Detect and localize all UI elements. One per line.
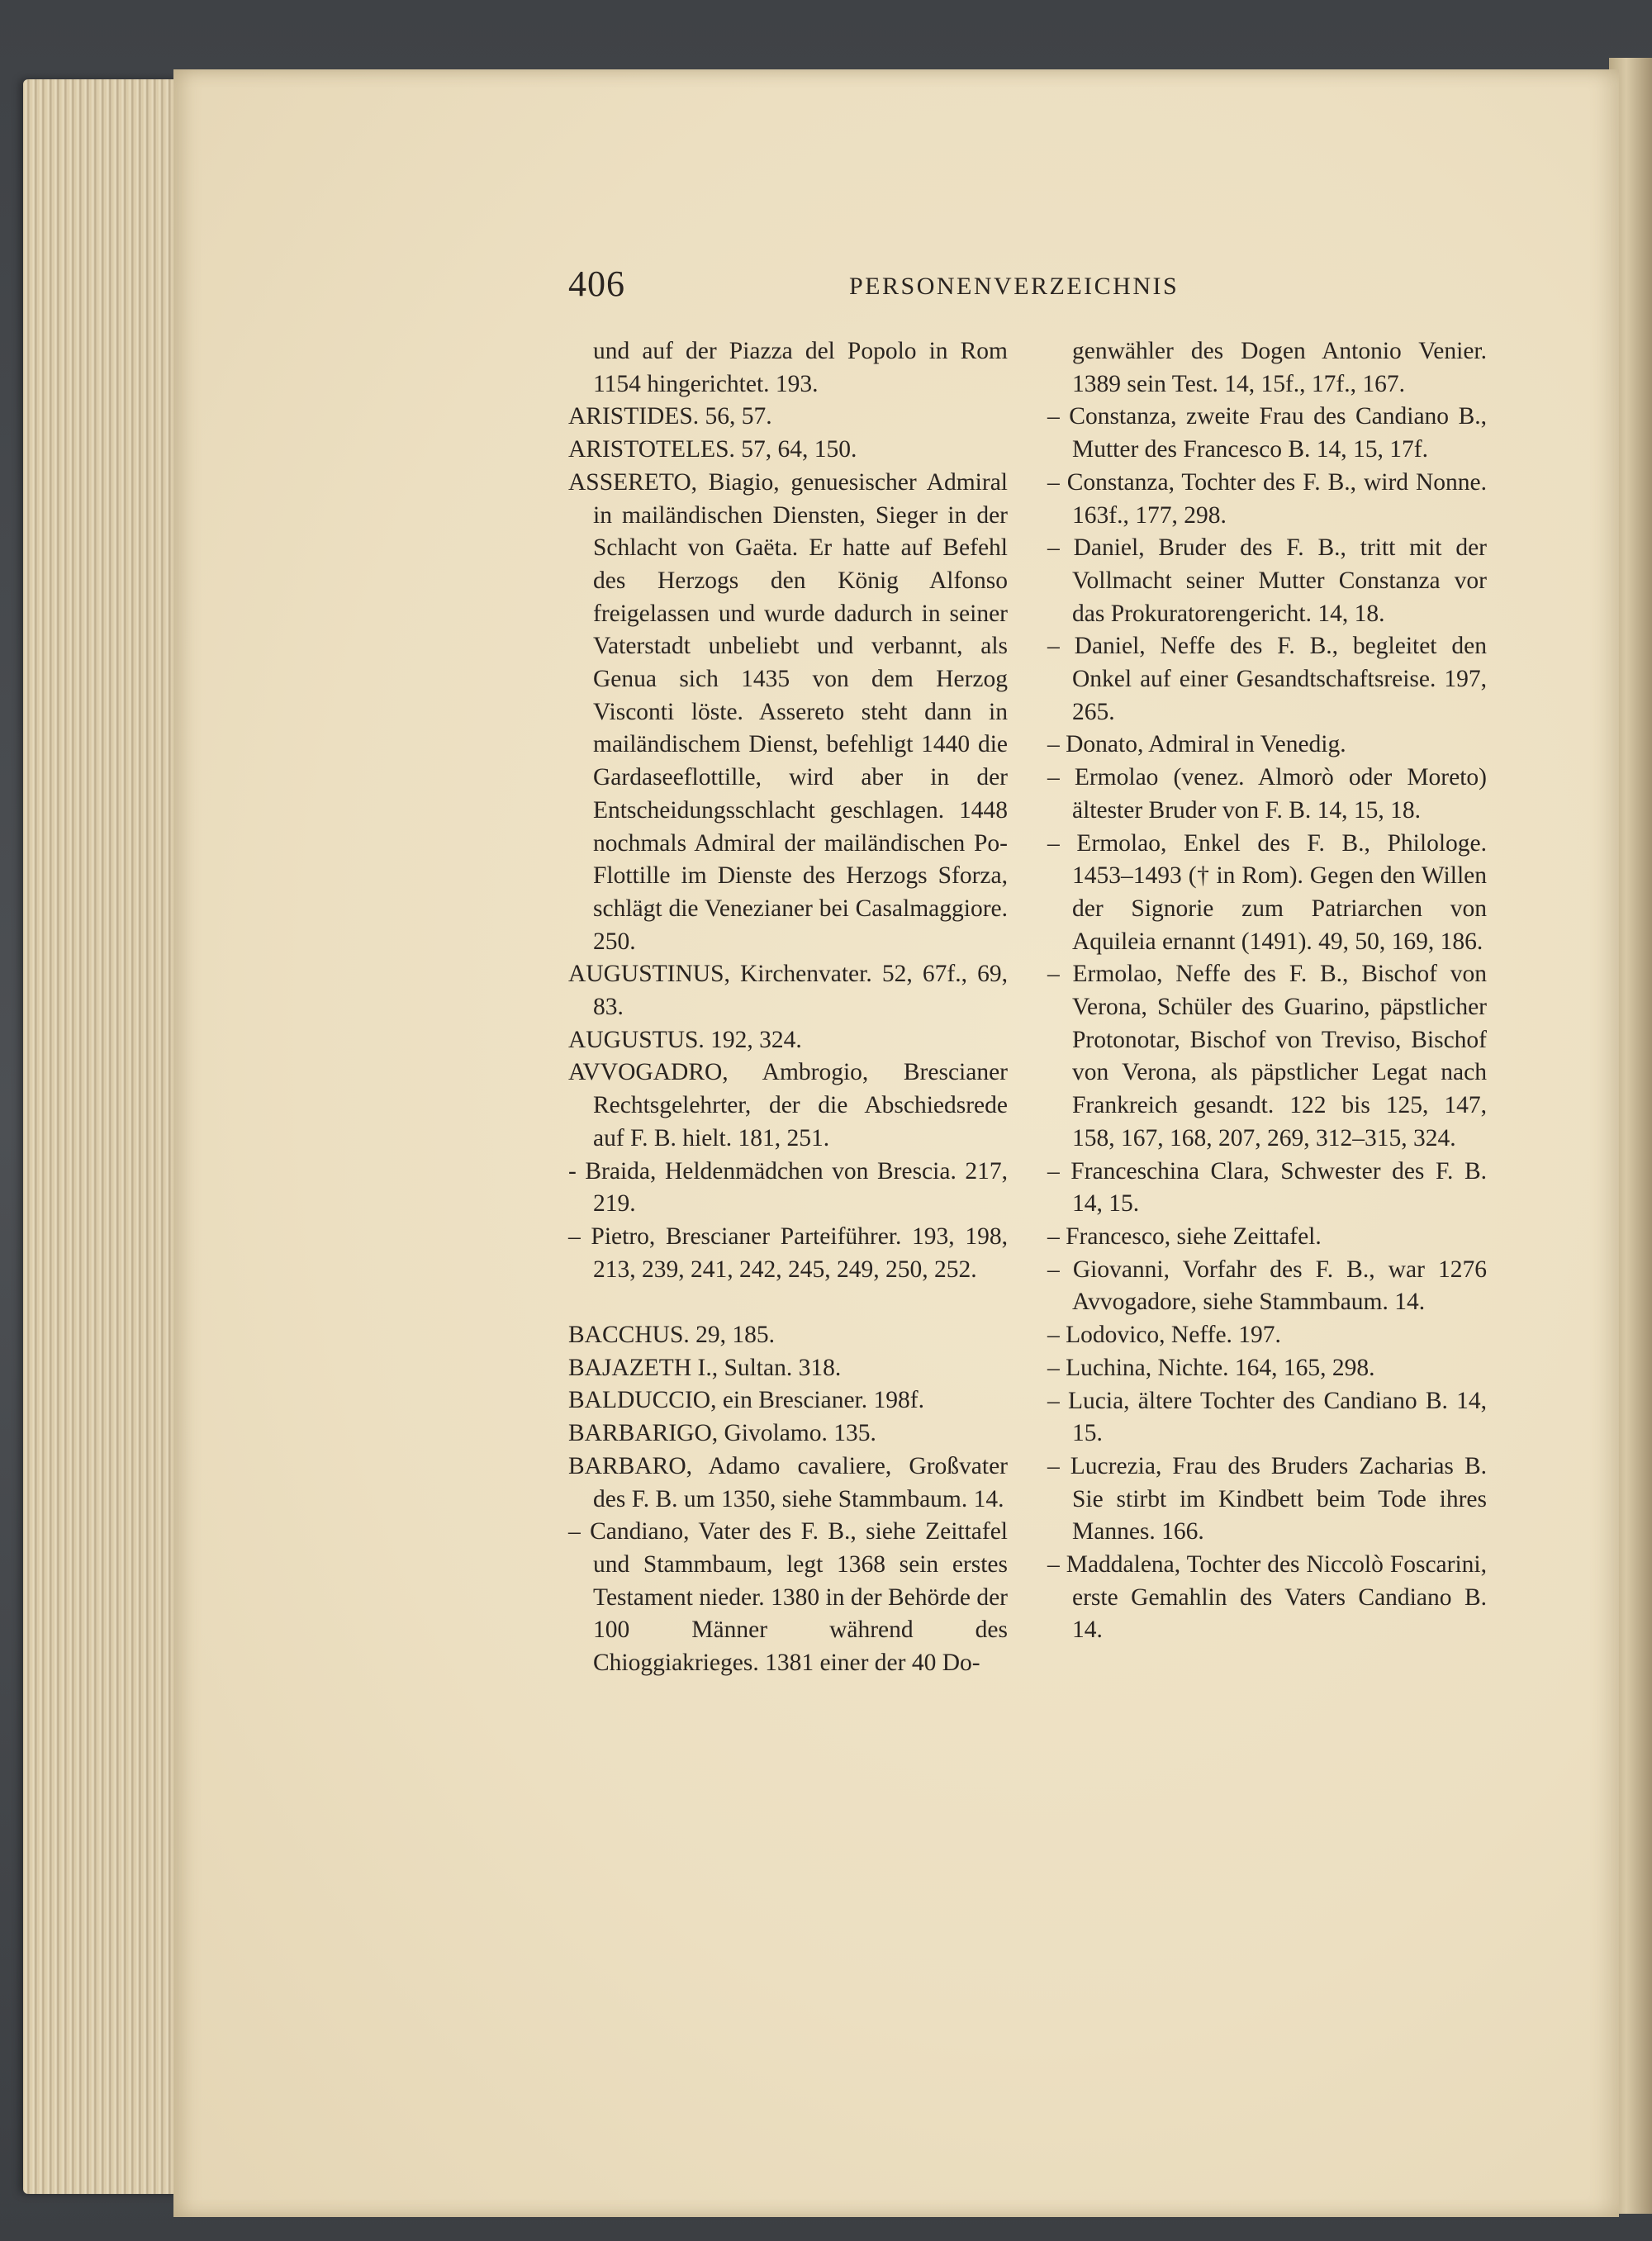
index-entry: - Braida, Heldenmädchen von Brescia. 217, 219. xyxy=(568,1157,1008,1218)
index-entry: – Lucrezia, Frau des Bruders Zacharias B. Sie stirbt im Kindbett beim Tode ihres Mannes. 166. xyxy=(1047,1452,1487,1545)
index-entry: – Ermolao, Enkel des F. B., Philologe. 1453–1493 († in Rom). Gegen den Willen der Signorie zum Patriarchen von Aquileia ernannt (1491). 49, 50, 169, 186. xyxy=(1047,829,1487,955)
index-entry: – Maddalena, Tochter des Niccolò Foscarini, erste Gemahlin des Vaters Candiano B. 14. xyxy=(1047,1551,1487,1644)
index-entry: – Lucia, ältere Tochter des Candiano B. 14, 15. xyxy=(1047,1387,1487,1447)
index-entry: BAJAZETH I., Sultan. 318. xyxy=(568,1354,842,1381)
index-entry: – Constanza, zweite Frau des Candiano B., Mutter des Francesco B. 14, 15, 17f. xyxy=(1047,403,1487,463)
index-entry: – Constanza, Tochter des F. B., wird Nonne. 163f., 177, 298. xyxy=(1047,468,1487,529)
continued-entry: und auf der Piazza del Popolo in Rom 1154 hingerichtet. 193. xyxy=(593,338,1008,397)
index-entry: – Giovanni, Vorfahr des F. B., war 1276 Avvogadore, siehe Stammbaum. 14. xyxy=(1047,1256,1487,1316)
index-entry: – Lodovico, Neffe. 197. xyxy=(1047,1322,1281,1349)
index-entry: BARBARO, Adamo cavaliere, Großvater des F. B. um 1350, siehe Stammbaum. 14. xyxy=(568,1452,1008,1512)
index-entry: – Daniel, Bruder des F. B., tritt mit der Vollmacht seiner Mutter Constanza vor das Prokuratorengericht. 14, 18. xyxy=(1047,534,1487,627)
index-entry: ARISTIDES. 56, 57. xyxy=(568,403,772,430)
index-entry: BALDUCCIO, ein Brescianer. 198f. xyxy=(568,1387,924,1414)
index-entry: – Luchina, Nichte. 164, 165, 298. xyxy=(1047,1354,1375,1381)
right-column xyxy=(1047,335,1487,1647)
running-title: PERSONENVERZEICHNIS xyxy=(849,273,1180,300)
page-header xyxy=(568,263,1204,312)
index-entry: – Franceschina Clara, Schwester des F. B. 14, 15. xyxy=(1047,1157,1487,1218)
index-entry: AUGUSTINUS, Kirchenvater. 52, 67f., 69, 83. xyxy=(568,961,1008,1021)
index-entry: – Candiano, Vater des F. B., siehe Zeittafel und Stammbaum, legt 1368 sein erstes Testament nieder. 1380 in der Behörde der 100 Männer während des Chioggiakrieges. 1381 einer der 40 Do- xyxy=(568,1518,1008,1677)
index-entry: – Pietro, Brescianer Parteiführer. 193, 198, 213, 239, 241, 242, 245, 249, 250, 252. xyxy=(568,1223,1008,1283)
index-entry: AVVOGADRO, Ambrogio, Brescianer Rechtsgelehrter, der die Abschiedsrede auf F. B. hielt. 181, 251. xyxy=(568,1059,1008,1151)
index-entry: – Daniel, Neffe des F. B., begleitet den Onkel auf einer Gesandtschaftsreise. 197, 265. xyxy=(1047,633,1487,725)
index-entry: AUGUSTUS. 192, 324. xyxy=(568,1026,802,1053)
index-entry: – Ermolao, Neffe des F. B., Bischof von Verona, Schüler des Guarino, päpstlicher Protonotar, Bischof von Treviso, Bischof von Verona, als päpstlicher Legat nach Frankreich gesandt. 122 bis 125, 147, 158, 167, 168, 207, 269, 312–315, 324. xyxy=(1047,961,1487,1151)
index-entry: – Donato, Admiral in Venedig. xyxy=(1047,731,1346,758)
entry-gap xyxy=(568,1286,1008,1319)
page-number: 406 xyxy=(568,264,625,304)
index-entry: BARBARIGO, Givolamo. 135. xyxy=(568,1420,876,1447)
index-entry: ASSERETO, Biagio, genuesischer Admiral in mailändischen Diensten, Sieger in der Schlacht von Gaëta. Er hatte auf Befehl des Herzogs den König Alfonso freigelassen und wurde dadurch in seiner Vaterstadt unbeliebt und verbannt, als Genua sich 1435 von dem Herzog Visconti löste. Assereto steht dann in mailändischem Dienst, befehligt 1440 die Gardaseeflottille, wird aber in der Entscheidungsschlacht geschlagen. 1448 nochmals Admiral der mailändischen Po-Flottille im Dienste des Herzogs Sforza, schlägt die Venezianer bei Casalmaggiore. 250. xyxy=(568,468,1008,955)
index-entry: – Ermolao (venez. Almorò oder Moreto) ältester Bruder von F. B. 14, 15, 18. xyxy=(1047,764,1487,824)
index-entry: ARISTOTELES. 57, 64, 150. xyxy=(568,436,857,463)
index-entry: – Francesco, siehe Zeittafel. xyxy=(1047,1223,1322,1250)
index-entry: BACCHUS. 29, 185. xyxy=(568,1322,775,1349)
left-column xyxy=(568,335,1008,1680)
continued-entry: genwähler des Dogen Antonio Venier. 1389 sein Test. 14, 15f., 17f., 167. xyxy=(1072,338,1487,397)
